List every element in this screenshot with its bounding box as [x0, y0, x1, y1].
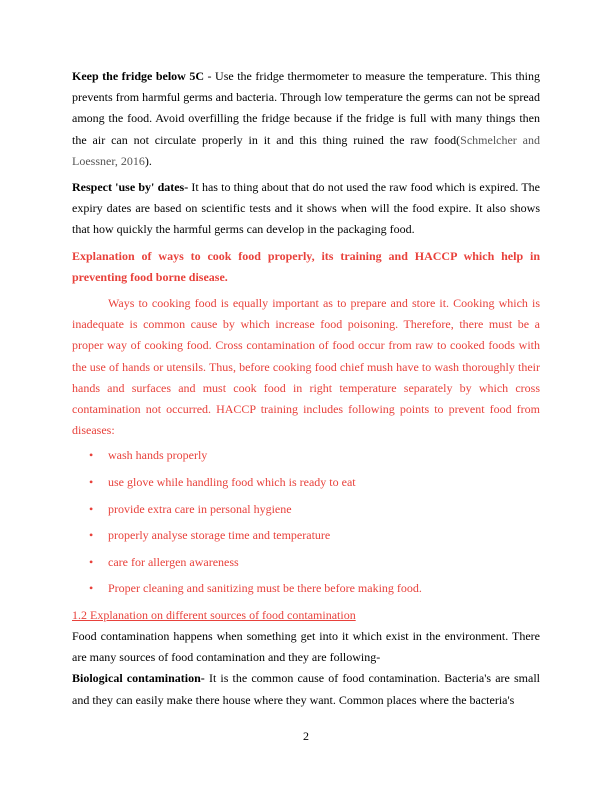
section-heading: 1.2 Explanation on different sources of food contamination: [72, 608, 356, 623]
bullet-icon: •: [89, 475, 94, 490]
bullet-icon: •: [89, 554, 94, 569]
page-content: [72, 66, 540, 711]
haccp-bullet-list: [72, 445, 540, 605]
list-item: • Proper cleaning and sanitizing must be there before making food.: [72, 578, 540, 605]
page-number: 2: [303, 729, 309, 743]
list-item: • care for allergen awareness: [72, 552, 540, 579]
fridge-body: - Use the fridge thermometer to measure the temperature. This thing prevents from harmful germs and bacteria. Through low temperature the germs can not be spread among the food. Avoid overfilling the fridge because if the fridge is full with many things then the air can not circulate properly in it and this thing ruined the raw food(: [72, 69, 540, 147]
bullet-icon: •: [89, 528, 94, 543]
bullet-icon: •: [89, 581, 94, 596]
fridge-paragraph: [72, 66, 540, 172]
list-item: • provide extra care in personal hygiene: [72, 499, 540, 526]
use-by-body: It has to thing about that do not used the raw food which is expired. The expiry dates are based on scientific tests and it shows when will the food expire. It also shows that how quickly the harmful germs can develop in the packaging food.: [72, 180, 540, 237]
fridge-end: ).: [144, 153, 152, 168]
list-item: • use glove while handling food which is ready to eat: [72, 472, 540, 499]
bullet-icon: •: [89, 448, 94, 463]
contamination-intro: Food contamination happens when something get into it which exist in the environment. There are many sources of food contamination and they are following-: [72, 629, 540, 665]
list-item: • properly analyse storage time and temperature: [72, 525, 540, 552]
biological-paragraph: [72, 668, 540, 710]
fridge-citation: Schmelcher and Loessner, 2016: [72, 132, 541, 168]
cooking-paragraph: Ways to cooking food is equally important as to prepare and store it. Cooking which is inadequate is common cause by which increase food poisoning. Therefore, there must be a proper way of cooking food. Cross contamination of food occur from raw to cooked foods with the use of hands or utensils. Thus, before cooking food chief mush have to wash thoroughly their hands and surfaces and must cook food in right temperature separately by which cross contamination not occurred. HACCP training includes following points to prevent food from diseases:: [72, 296, 540, 438]
use-by-title: Respect 'use by' dates-: [72, 180, 189, 195]
list-item: • wash hands properly: [72, 445, 540, 472]
use-by-paragraph: [72, 177, 540, 241]
bullet-icon: •: [89, 501, 94, 516]
fridge-title: Keep the fridge below 5C: [72, 69, 205, 83]
explanation-heading: Explanation of ways to cook food properly, its training and HACCP which help in preventing food borne disease.: [72, 248, 540, 284]
biological-title: Biological contamination-: [72, 671, 205, 686]
biological-body: It is the common cause of food contamination. Bacteria's are small and they can easily make there house where they want. Common places where the bacteria's: [72, 671, 541, 707]
